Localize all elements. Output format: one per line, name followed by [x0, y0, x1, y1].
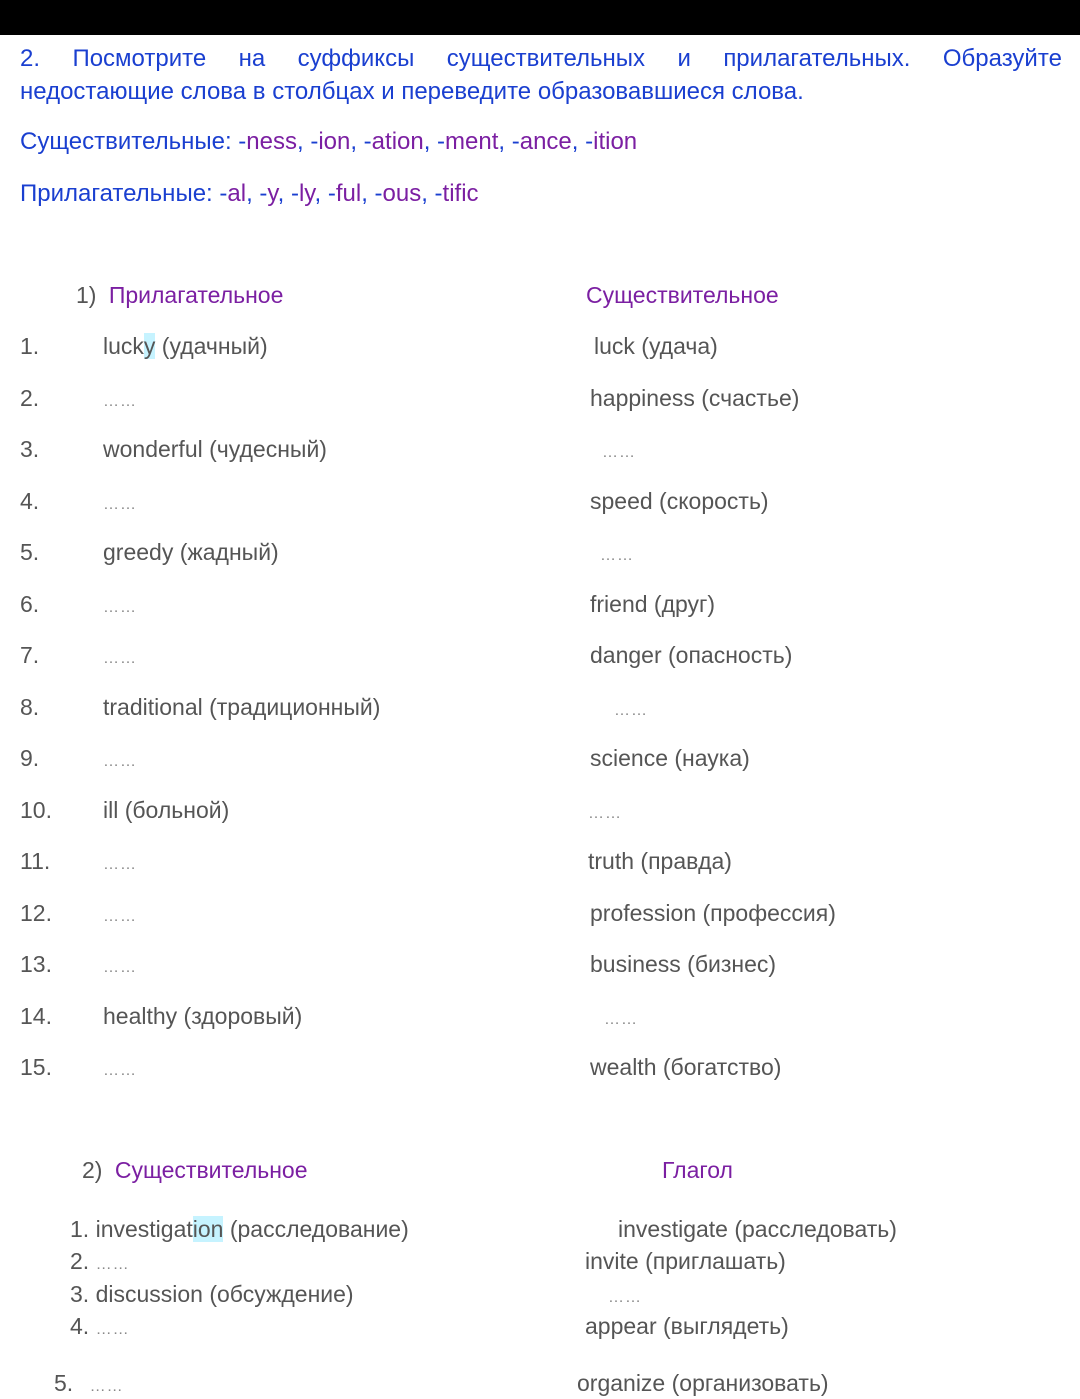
row-number: 8. [20, 693, 40, 720]
adjective-cell: …… [103, 753, 137, 770]
row-number: 1. [70, 1216, 96, 1242]
noun-cell: 3. discussion (обсуждение) [70, 1281, 354, 1307]
noun-cell: science (наука) [590, 745, 750, 771]
adjective-cell: …… [103, 907, 137, 925]
row-number: 14. [20, 1002, 52, 1029]
adjective-cell: wonderful (чудесный) [103, 436, 327, 462]
top-bar [0, 0, 1080, 35]
section2-left-header-line [82, 1157, 308, 1184]
noun-cell: 4. …… [70, 1313, 130, 1339]
row-number: 5. [54, 1370, 80, 1396]
noun-cell: 5. …… [54, 1370, 124, 1396]
noun-cell: …… [588, 804, 622, 822]
instruction-word: и [677, 45, 691, 72]
row-number: 3. [20, 436, 40, 462]
adjective-cell: healthy (здоровый) [103, 1002, 303, 1029]
verb-cell: appear (выглядеть) [585, 1313, 789, 1339]
adjective-suffix-list: -al, -y, -ly, -ful, -ous, -tific [212, 180, 479, 207]
adjective-cell: …… [103, 1062, 137, 1079]
instruction-word: Образуйте [942, 45, 1062, 72]
noun-cell: danger (опасность) [590, 642, 793, 668]
row-number: 11. [20, 848, 51, 874]
noun-cell: truth (правда) [588, 848, 732, 874]
task-instruction-line1 [20, 42, 1062, 75]
row-number: 2. [70, 1248, 96, 1274]
noun-cell: 1. investigation (расследование) [70, 1216, 409, 1242]
row-number: 15. [20, 1054, 52, 1080]
section1-number: 1) [76, 282, 97, 308]
noun-cell: happiness (счастье) [590, 384, 800, 411]
row-number: 4. [70, 1313, 96, 1339]
noun-cell: …… [602, 444, 636, 461]
section1-left-header: Прилагательное [108, 282, 284, 308]
highlighted-suffix: ion [192, 1216, 224, 1242]
instruction-word: Посмотрите [72, 45, 207, 72]
noun-cell: …… [604, 1010, 638, 1028]
task-number: 2. [20, 45, 41, 72]
noun-cell: …… [614, 701, 648, 719]
adjective-cell: …… [103, 495, 137, 513]
row-number: 4. [20, 487, 40, 514]
adjective-cell: …… [103, 959, 137, 976]
section2-number: 2) [82, 1157, 103, 1183]
verb-cell: organize (организовать) [577, 1370, 829, 1396]
row-number: 13. [20, 951, 52, 977]
noun-suffix-list: -ness, -ion, -ation, -ment, -ance, -ition [231, 128, 638, 155]
adjective-suffix-line [20, 177, 479, 210]
row-number: 5. [20, 539, 40, 565]
adjective-cell: traditional (традиционный) [103, 693, 381, 720]
instruction-word: на [238, 45, 266, 72]
task-instruction-line2: недостающие слова в столбцах и переведите образовавшиеся слова. [20, 78, 804, 105]
noun-cell: speed (скорость) [590, 487, 769, 514]
row-number: 6. [20, 590, 40, 617]
row-number: 3. [70, 1281, 96, 1307]
instruction-word: существительных [446, 45, 646, 72]
row-number: 10. [20, 796, 52, 823]
row-number: 9. [20, 745, 40, 771]
row-number: 12. [20, 899, 52, 926]
noun-cell: wealth (богатство) [590, 1054, 782, 1080]
adjective-cell: …… [103, 856, 137, 873]
section1-right-header: Существительное [586, 282, 779, 308]
adjective-cell: ill (больной) [103, 796, 230, 823]
verb-cell: …… [608, 1289, 642, 1306]
noun-cell: profession (профессия) [590, 899, 836, 926]
adjective-cell: lucky (удачный) [103, 333, 268, 359]
noun-suffix-label: Существительные: [20, 128, 232, 155]
row-number: 7. [20, 642, 40, 668]
highlighted-suffix: y [143, 333, 156, 359]
adjective-cell: …… [103, 650, 137, 667]
row-number: 1. [20, 333, 40, 359]
adjective-cell: …… [103, 392, 137, 410]
adjective-cell: …… [103, 598, 137, 616]
section2-right-header: Глагол [662, 1157, 733, 1183]
noun-cell: 2. …… [70, 1248, 130, 1274]
section2-left-header: Существительное [114, 1157, 308, 1183]
noun-cell: …… [600, 547, 634, 564]
instruction-word: прилагательных. [723, 45, 911, 72]
instruction-word: суффиксы [297, 45, 415, 72]
verb-cell: investigate (расследовать) [618, 1216, 897, 1242]
adjective-cell: greedy (жадный) [103, 539, 279, 565]
noun-cell: luck (удача) [594, 333, 718, 359]
section1-left-header-line [76, 282, 283, 309]
noun-suffix-line [20, 125, 637, 158]
verb-cell: invite (приглашать) [585, 1248, 786, 1274]
row-number: 2. [20, 384, 40, 411]
noun-cell: friend (друг) [590, 590, 716, 617]
adjective-suffix-label: Прилагательные: [20, 180, 213, 207]
noun-cell: business (бизнес) [590, 951, 777, 977]
